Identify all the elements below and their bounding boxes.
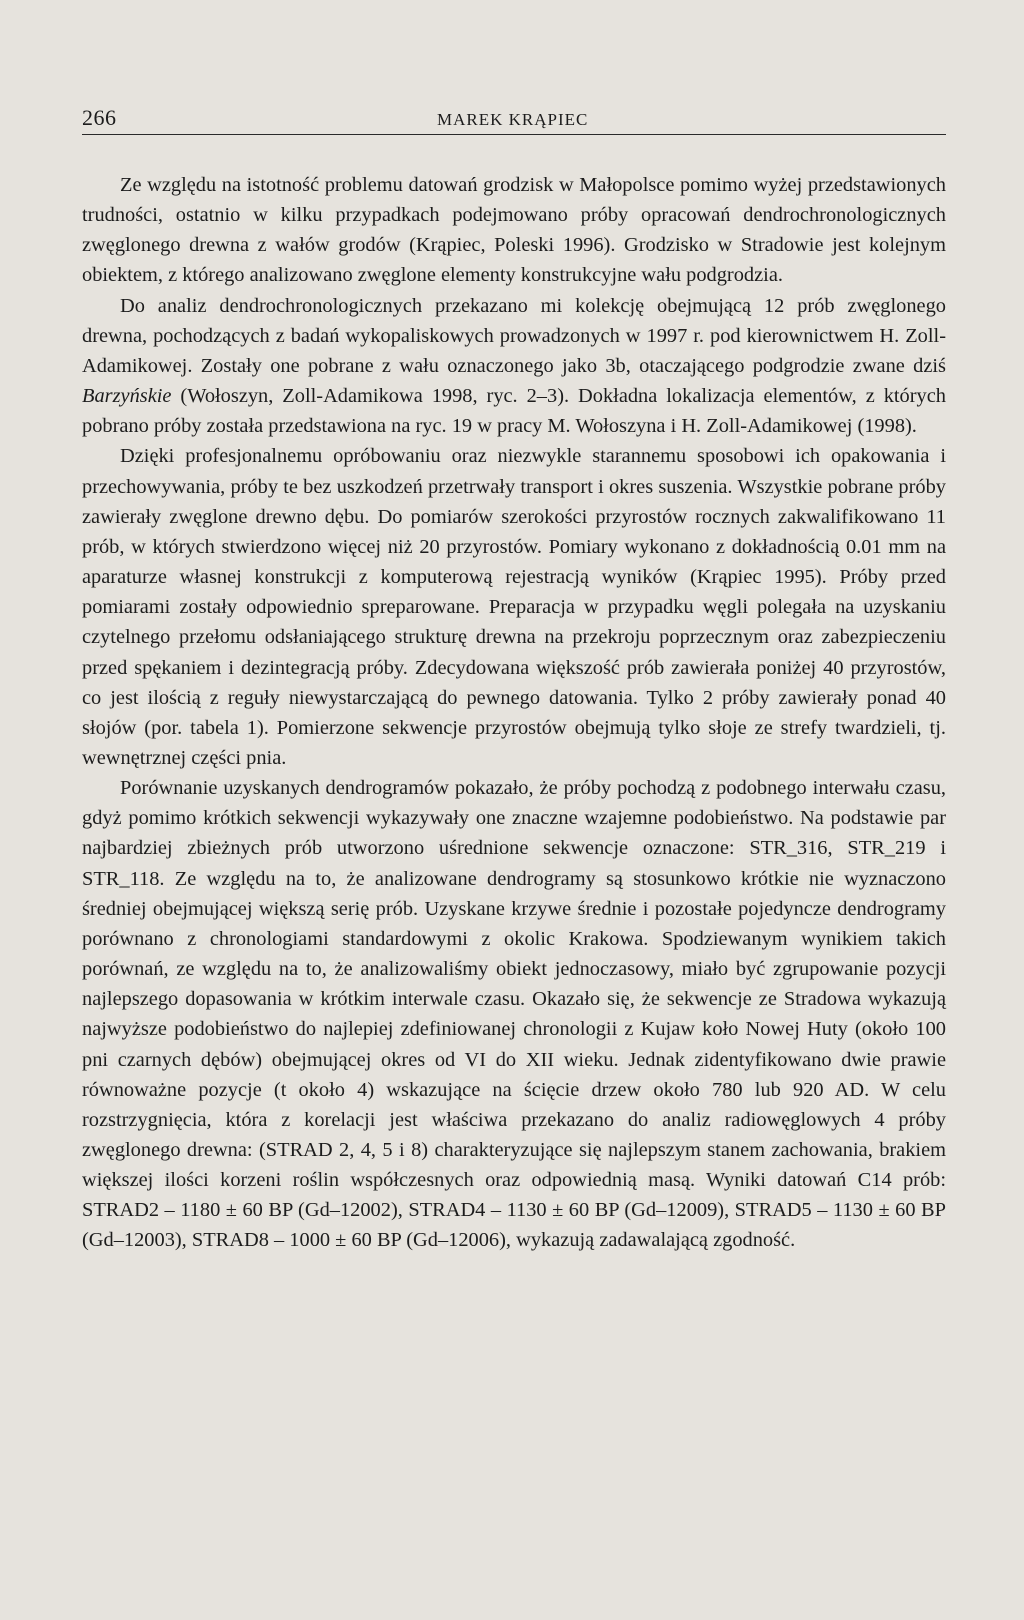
paragraph-2-text-before: Do analiz dendrochronologicznych przekazano mi kolekcję obejmującą 12 prób zwęglonego drewna, pochodzących z badań wykopaliskowych prowadzonych w 1997 r. pod kierownictwem H. Zoll-Adamikowej. Zostały one pobrane z wału oznaczonego jako 3b, otaczającego podgrodzie zwane dziś [82,294,946,377]
paragraph-4: Porównanie uzyskanych dendrogramów pokazało, że próby pochodzą z podobnego interwału czasu, gdyż pomimo krótkich sekwencji wykazywały one znaczne wzajemne podobieństwo. Na podstawie par najbardziej zbieżnych prób utworzono uśrednione sekwencje oznaczone: STR_316, STR_219 i STR_118. Ze względu na to, że analizowane dendrogramy są stosunkowo krótkie nie wyznaczono średniej obejmującej większą serię prób. Uzyskane krzywe średnie i pozostałe pojedyncze dendrogramy porównano z chronologiami standardowymi z okolic Krakowa. Spodziewanym wynikiem takich porównań, ze względu na to, że analizowaliśmy obiekt jednoczasowy, miało być zgrupowanie pozycji najlepszego dopasowania w krótkim interwale czasu. Okazało się, że sekwencje ze Stradowa wykazują najwyższe podobieństwo do najlepiej zdefiniowanej chronologii z Kujaw koło Nowej Huty (około 100 pni czarnych dębów) obejmującej okres od VI do XII wieku. Jednak zidentyfikowano dwie prawie równoważne pozycje (t około 4) wskazujące na ścięcie drzew około 780 lub 920 AD. W celu rozstrzygnięcia, która z korelacji jest właściwa przekazano do analiz radiowęglowych 4 próby zwęglonego drewna: (STRAD 2, 4, 5 i 8) charakteryzujące się najlepszym stanem zachowania, brakiem większej ilości korzeni roślin współczesnych oraz odpowiednią masą. Wyniki datowań C14 prób: STRAD2 – 1180 ± 60 BP (Gd–12002), STRAD4 – 1130 ± 60 BP (Gd–12009), STRAD5 – 1130 ± 60 BP (Gd–12003), STRAD8 – 1000 ± 60 BP (Gd–12006), wykazują zadawalającą zgodność. [82,777,946,1252]
page-number: 266 [82,105,117,130]
body-text [82,170,946,1256]
running-header [82,104,946,135]
paragraph-2 [82,291,946,442]
paragraph-2-italic-name: Barzyńskie [82,385,172,408]
paragraph-1: Ze względu na istotność problemu datowań grodzisk w Małopolsce pomimo wyżej przedstawionych trudności, ostatnio w kilku przypadkach podejmowano próby opracowań dendrochronologicznych zwęglonego drewna z wałów grodów (Krąpiec, Poleski 1996). Grodzisko w Stradowie jest kolejnym obiektem, z którego analizowano zwęglone elementy konstrukcyjne wału podgrodzia. [82,174,946,287]
paragraph-3: Dzięki profesjonalnemu opróbowaniu oraz niezwykle starannemu sposobowi ich opakowania i przechowywania, próby te bez uszkodzeń przetrwały transport i okres suszenia. Wszystkie pobrane próby zawierały zwęglone drewno dębu. Do pomiarów szerokości przyrostów rocznych zakwalifikowano 11 prób, w których stwierdzono więcej niż 20 przyrostów. Pomiary wykonano z dokładnością 0.01 mm na aparaturze własnej konstrukcji z komputerową rejestracją wyników (Krąpiec 1995). Próby przed pomiarami zostały odpowiednio spreparowane. Preparacja w przypadku węgli polegała na uzyskaniu czytelnego przełomu odsłaniającego strukturę drewna na przekroju poprzecznym oraz zabezpieczeniu przed spękaniem i dezintegracją próby. Zdecydowana większość prób zawierała poniżej 40 przyrostów, co jest ilością z reguły niewystarczającą do pewnego datowania. Tylko 2 próby zawierały ponad 40 słojów (por. tabela 1). Pomierzone sekwencje przyrostów obejmują tylko słoje ze strefy twardzieli, tj. wewnętrznej części pnia. [82,445,946,769]
paragraph-2-text-after: (Wołoszyn, Zoll-Adamikowa 1998, ryc. 2–3). Dokładna lokalizacja elementów, z których pobrano próby została przedstawiona na ryc. 19 w pracy M. Wołoszyna i H. Zoll-Adamikowej (1998). [82,385,946,438]
running-head-author: MAREK KRĄPIEC [437,110,589,129]
